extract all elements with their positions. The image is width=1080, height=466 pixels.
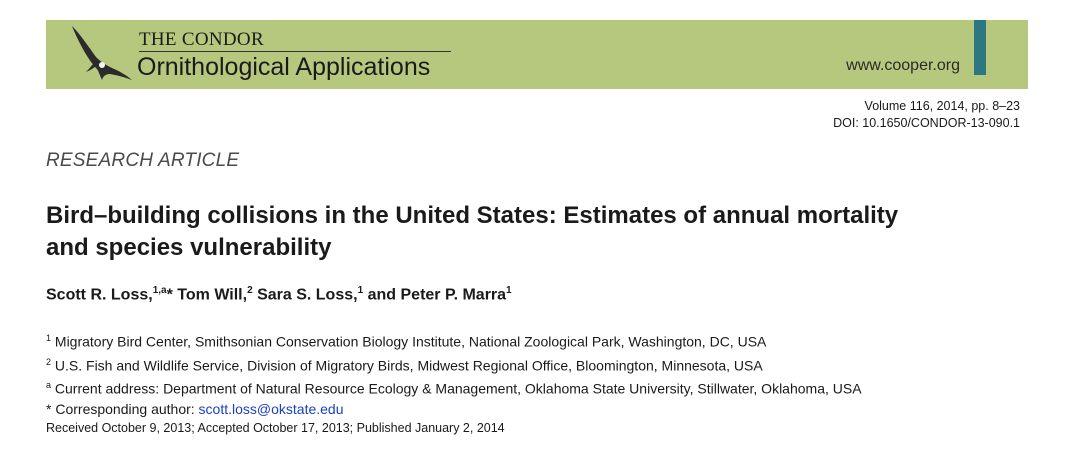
corresponding-label: Corresponding author: bbox=[55, 400, 195, 417]
author-list bbox=[46, 285, 512, 304]
affiliation-item bbox=[46, 352, 862, 376]
condor-bird-icon bbox=[66, 24, 134, 86]
affiliation-marker: a bbox=[46, 380, 52, 391]
author-name: Tom Will, bbox=[177, 286, 248, 304]
corresponding-email-link[interactable]: scott.loss@okstate.edu bbox=[198, 400, 344, 417]
author-affil-marker: 1 bbox=[506, 285, 512, 296]
author-name: Sara S. Loss, bbox=[257, 286, 358, 304]
affiliation-marker: 2 bbox=[46, 356, 52, 367]
author-affil-marker: 2 bbox=[247, 285, 253, 296]
citation-block bbox=[833, 98, 1020, 132]
journal-main-name: Ornithological Applications bbox=[137, 53, 431, 81]
journal-banner bbox=[46, 20, 1028, 89]
author-affil-marker: 1 bbox=[357, 285, 364, 296]
affiliation-item bbox=[46, 328, 862, 352]
publication-dates: Received October 9, 2013; Accepted October 17, 2013; Published January 2, 2014 bbox=[46, 421, 505, 435]
corresponding-author bbox=[46, 399, 862, 419]
article-title-line-1: Bird–building collisions in the United States: Estimates of annual mortality bbox=[46, 202, 899, 229]
author-affil-marker: 1,a bbox=[152, 285, 167, 296]
corresponding-marker: * bbox=[46, 400, 52, 417]
author-conjunction: and bbox=[367, 286, 397, 304]
volume-info: Volume 116, 2014, pp. 8–23 bbox=[864, 99, 1020, 113]
affiliation-text: Migratory Bird Center, Smithsonian Conservation Biology Institute, National Zoological Park, Washington, DC, USA bbox=[54, 333, 767, 350]
author-name: Peter P. Marra bbox=[400, 286, 507, 304]
affiliation-text: Current address: Department of Natural Resource Ecology & Management, Oklahoma State University, Stillwater, Oklahoma, USA bbox=[54, 380, 862, 397]
doi[interactable]: DOI: 10.1650/CONDOR-13-090.1 bbox=[833, 116, 1020, 130]
article-title-line-2: and species vulnerability bbox=[46, 234, 332, 261]
journal-name-divider bbox=[139, 51, 451, 52]
article-title bbox=[46, 200, 1046, 264]
affiliation-marker: 1 bbox=[46, 333, 52, 343]
affiliation-list bbox=[46, 328, 862, 419]
affiliation-item bbox=[46, 375, 862, 399]
journal-top-name: THE CONDOR bbox=[139, 29, 264, 50]
corresponding-mark: * bbox=[166, 286, 173, 304]
banner-accent-bar bbox=[974, 20, 986, 75]
journal-url[interactable]: www.cooper.org bbox=[846, 57, 960, 74]
article-category: RESEARCH ARTICLE bbox=[46, 150, 240, 171]
affiliation-text: U.S. Fish and Wildlife Service, Division of Migratory Birds, Midwest Regional Office, Bloomington, Minnesota, USA bbox=[54, 357, 763, 374]
author-name: Scott R. Loss, bbox=[46, 286, 153, 304]
